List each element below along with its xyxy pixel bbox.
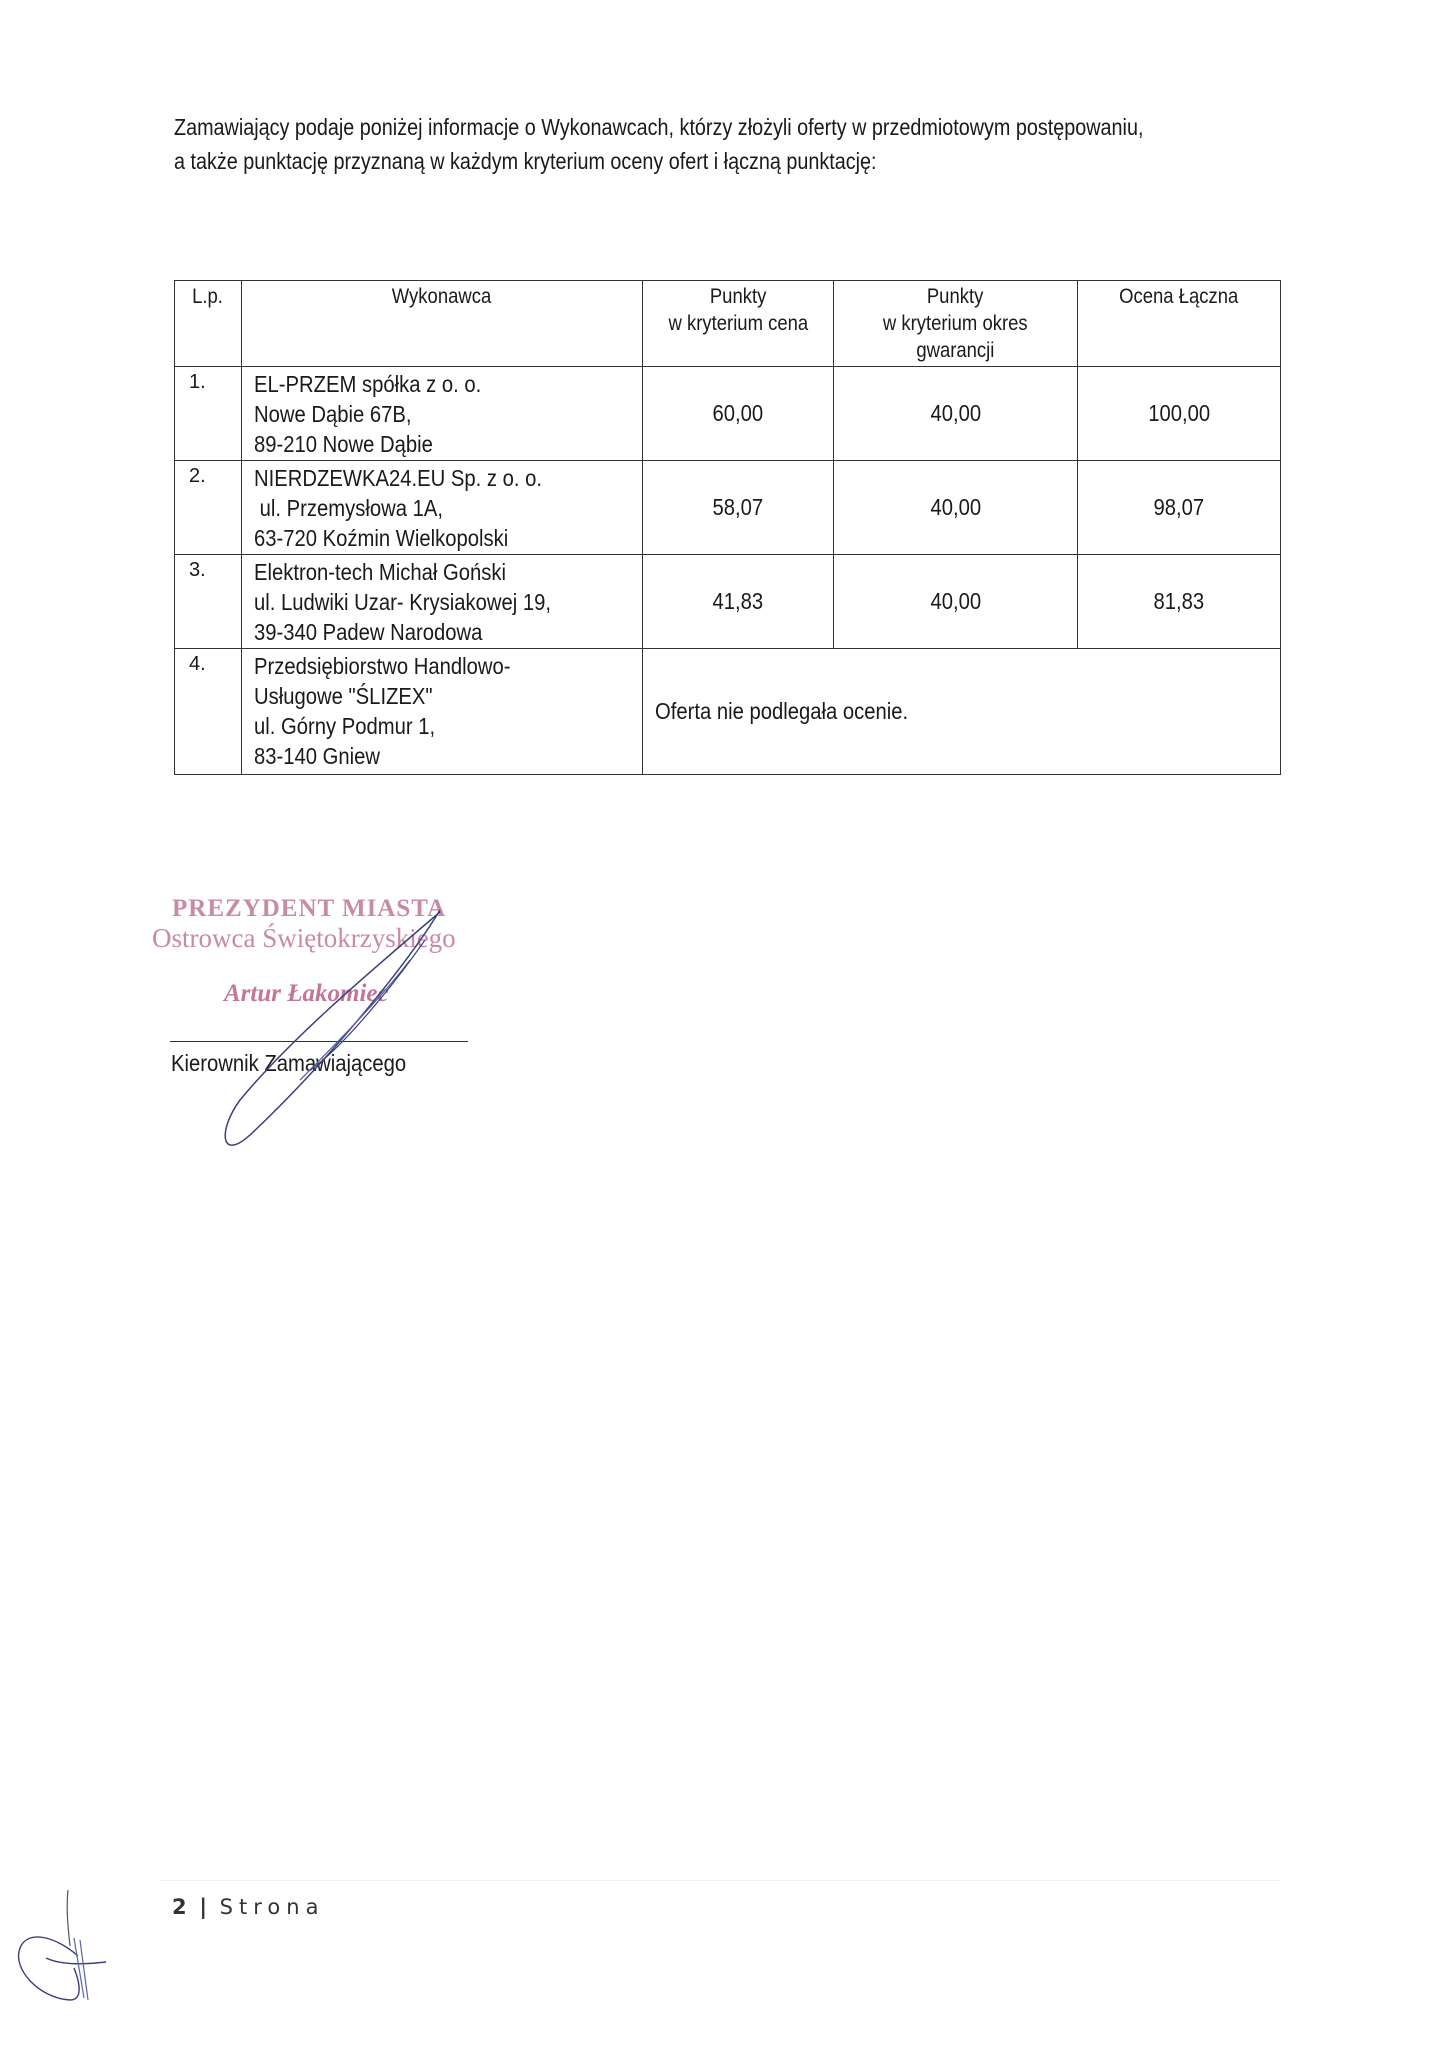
cell-contractor: Przedsiębiorstwo Handlowo- Usługowe "ŚLIZEX" ul. Górny Podmur 1, 83-140 Gniew	[242, 649, 643, 775]
header-warranty: Punkty w kryterium okres gwarancji	[834, 281, 1078, 367]
page-label: Strona	[219, 1895, 325, 1919]
intro-line-2: a także punktację przyznaną w każdym kryterium oceny ofert i łączną punktację:	[174, 148, 877, 174]
intro-paragraph	[174, 110, 1292, 178]
header-price: Punkty w kryterium cena	[643, 281, 834, 367]
cell-contractor: NIERDZEWKA24.EU Sp. z o. o. ul. Przemysłowa 1A, 63-720 Koźmin Wielkopolski	[242, 461, 643, 555]
footer-rule	[160, 1880, 1280, 1881]
table-row	[175, 461, 1281, 555]
cell-price: 58,07	[643, 461, 834, 555]
cell-warranty: 40,00	[834, 555, 1078, 649]
page-separator: |	[199, 1895, 207, 1919]
table-header-row	[175, 281, 1281, 367]
header-total: Ocena Łączna	[1078, 281, 1281, 367]
page-footer	[172, 1895, 324, 1919]
results-table	[174, 280, 1281, 775]
cell-lp: 3.	[175, 555, 242, 649]
table-row	[175, 367, 1281, 461]
cell-warranty: 40,00	[834, 461, 1078, 555]
stamp-name: Artur Łakomiec	[224, 980, 389, 1007]
cell-lp: 1.	[175, 367, 242, 461]
cell-total: 98,07	[1078, 461, 1281, 555]
cell-not-evaluated: Oferta nie podlegała ocenie.	[643, 649, 1281, 775]
cell-lp: 2.	[175, 461, 242, 555]
handwritten-signature	[210, 900, 470, 1160]
cell-price: 41,83	[643, 555, 834, 649]
page-number: 2	[172, 1895, 187, 1919]
cell-contractor: EL-PRZEM spółka z o. o. Nowe Dąbie 67B, 89-210 Nowe Dąbie	[242, 367, 643, 461]
initials-signature	[8, 1888, 108, 2008]
cell-contractor: Elektron-tech Michał Goński ul. Ludwiki Uzar- Krysiakowej 19, 39-340 Padew Narodowa	[242, 555, 643, 649]
intro-line-1: Zamawiający podaje poniżej informacje o Wykonawcach, którzy złożyli oferty w przedmiotowym postępowaniu,	[174, 114, 1144, 140]
cell-total: 81,83	[1078, 555, 1281, 649]
cell-price: 60,00	[643, 367, 834, 461]
cell-total: 100,00	[1078, 367, 1281, 461]
cell-warranty: 40,00	[834, 367, 1078, 461]
table-row	[175, 649, 1281, 775]
signature-role: Kierownik Zamawiającego	[171, 1050, 407, 1076]
stamp-city: Ostrowca Świętokrzyskiego	[152, 923, 456, 953]
header-contractor: Wykonawca	[242, 281, 643, 367]
stamp-title: PREZYDENT MIASTA	[172, 895, 447, 922]
table-row	[175, 555, 1281, 649]
header-lp: L.p.	[175, 281, 242, 367]
cell-lp: 4.	[175, 649, 242, 775]
